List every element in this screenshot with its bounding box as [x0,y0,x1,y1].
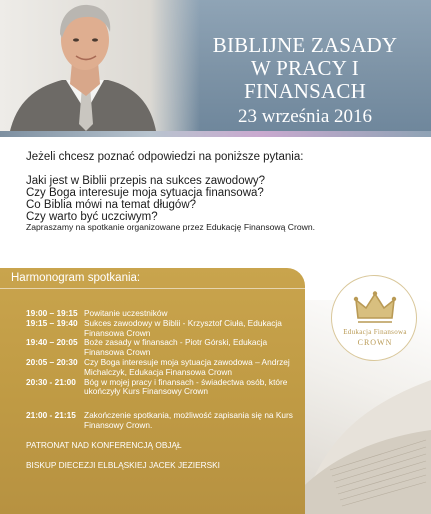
title-line-2: W PRACY I FINANSACH [244,56,366,103]
question-item: Co Biblia mówi na temat długów? [26,199,197,211]
crown-icon [352,290,398,326]
schedule-time: 21:00 - 21:15 [26,410,76,421]
schedule-row [26,411,301,431]
crown-logo [331,275,417,361]
schedule-divider [0,288,305,289]
schedule-row [26,378,301,398]
question-item: Czy warto być uczciwym? [26,211,158,223]
header-banner [0,0,431,131]
logo-text-line-1: Edukacja Finansowa [343,328,407,336]
schedule-row [26,319,301,339]
question-item: Jaki jest w Biblii przepis na sukces zawodowy? [26,175,266,187]
intro-lead: Jeżeli chcesz poznać odpowiedzi na poniższe pytania: [26,151,304,163]
title-line-1: BIBLIJNE ZASADY [212,33,398,57]
question-item: Czy Boga interesuje moja sytuacja finansowa? [26,187,264,199]
logo-text-line-2: CROWN [357,338,393,347]
event-date: 23 września 2016 [237,106,373,127]
schedule-list [26,309,301,431]
schedule-desc: Boże zasady w finansach - Piotr Górski, Edukacja Finansowa Crown [84,337,268,358]
schedule-time: 19:40 – 20:05 [26,337,78,348]
invitation-text: Zapraszamy na spotkanie organizowane przez Edukację Finansową Crown. [26,222,315,232]
schedule-time: 20:05 – 20:30 [26,356,78,367]
header-divider [0,131,431,137]
schedule-row [26,338,301,358]
schedule-time: 20:30 - 21:00 [26,376,76,387]
patronage-line-2: BISKUP DIECEZJI ELBLĄSKIEJ JACEK JEZIERSKI [26,460,220,470]
schedule-panel [0,268,305,514]
schedule-desc: Zakończenie spotkania, możliwość zapisania się na Kurs Finansowy Crown. [84,410,293,430]
event-title-block [190,34,420,129]
schedule-time: 19:00 – 19:15 [26,308,78,318]
schedule-desc: Bóg w mojej pracy i finansach - świadectwa osób, które ukończyły Kurs Finansowy Crown [84,376,288,397]
patronage-line-1: PATRONAT NAD KONFERENCJĄ OBJĄŁ [26,440,182,450]
man-portrait-illustration [0,0,200,131]
speaker-photo [0,0,200,131]
patronage-block [26,440,220,470]
schedule-time: 19:15 – 19:40 [26,317,78,328]
schedule-desc: Czy Boga interesuje moja sytuacja zawodowa – Andrzej Michalczyk, Edukacja Finansowa Crown [84,356,290,377]
schedule-desc: Sukces zawodowy w Biblii - Krzysztof Ciuła, Edukacja Finansowa Crown [84,317,282,338]
schedule-desc: Powitanie uczestników [84,308,168,318]
schedule-row [26,358,301,378]
intro-section [26,151,426,223]
schedule-title: Harmonogram spotkania: [11,272,141,284]
